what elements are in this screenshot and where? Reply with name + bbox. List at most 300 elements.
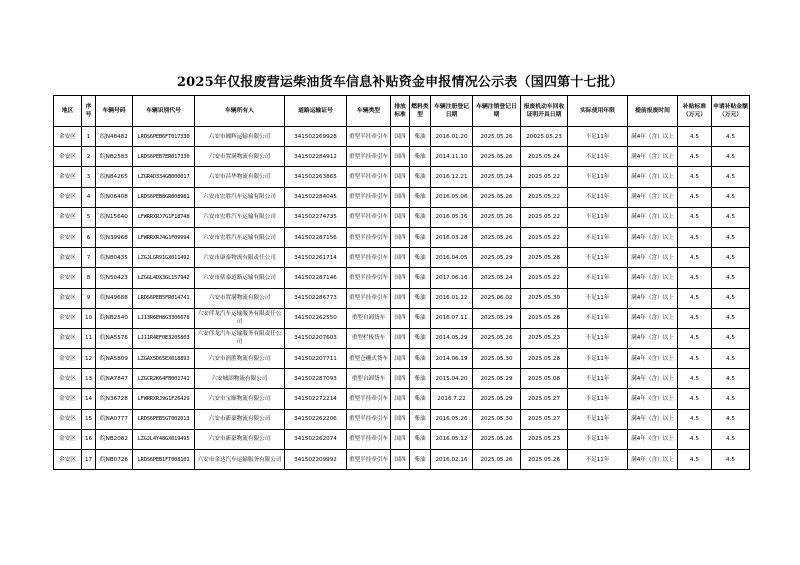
table-cell: 341502284045	[285, 187, 347, 207]
table-cell: 4.5	[712, 389, 750, 409]
table-cell: 2025.05.22	[521, 207, 568, 227]
table-cell: 满4年（含）以上	[628, 450, 678, 470]
table-cell: 9	[82, 288, 96, 308]
table-row	[54, 349, 750, 369]
table-cell: 金安区	[54, 207, 82, 227]
table-cell: 金安区	[54, 248, 82, 268]
column-header: 车辆号码	[96, 96, 133, 127]
table-cell: 6	[82, 227, 96, 247]
column-header: 实际使用年限	[568, 96, 628, 127]
table-cell: 341502262206	[285, 409, 347, 429]
table-cell: 2016.07.11	[431, 308, 473, 328]
table-cell: 不足11年	[568, 167, 628, 187]
table-cell: 341502287146	[285, 268, 347, 288]
table-cell: 不足11年	[568, 308, 628, 328]
table-cell: 2015.04.20	[431, 369, 473, 389]
table-cell: 2025.05.27	[521, 409, 568, 429]
table-cell: 皖N80435	[96, 248, 133, 268]
table-cell: 六安伴龙汽车运输服务有限责任公司	[195, 308, 285, 328]
table-cell: 341502261714	[285, 248, 347, 268]
column-header: 报废机动车回收证明开具日期	[521, 96, 568, 127]
table-cell: 国四	[391, 187, 410, 207]
table-row	[54, 328, 750, 348]
table-cell: 2025.05.24	[521, 147, 568, 167]
table-cell: 2025.06.02	[473, 288, 521, 308]
table-cell: 341502274735	[285, 207, 347, 227]
table-cell: 重型半挂牵引车	[347, 450, 391, 470]
table-cell: 13	[82, 369, 96, 389]
table-cell: 2025.05.22	[521, 167, 568, 187]
table-cell: 满4年（含）以上	[628, 389, 678, 409]
table-cell: 不足11年	[568, 369, 628, 389]
table-cell: 4.5	[712, 227, 750, 247]
table-cell: 六安市湘辉运输有限公司	[195, 127, 285, 147]
table-cell: 满4年（含）以上	[628, 288, 678, 308]
table-row	[54, 147, 750, 167]
table-cell: LZGGL4DX3GL157942	[133, 268, 195, 288]
table-cell: 2025.05.30	[473, 349, 521, 369]
table-cell: 不足11年	[568, 389, 628, 409]
table-cell: 4.5	[712, 167, 750, 187]
table-cell: 柴油	[410, 308, 431, 328]
table-cell: 4.5	[712, 349, 750, 369]
table-cell: 六安市昌华物流有限公司	[195, 167, 285, 187]
table-cell: 国四	[391, 409, 410, 429]
table-cell: 不足11年	[568, 147, 628, 167]
table-cell: 六安市新豪物流有限公司	[195, 429, 285, 449]
table-cell: 国四	[391, 268, 410, 288]
table-cell: 国四	[391, 167, 410, 187]
table-cell: 柴油	[410, 450, 431, 470]
table-cell: 柴油	[410, 369, 431, 389]
table-cell: 国四	[391, 127, 410, 147]
table-cell: 2014.06.19	[431, 349, 473, 369]
table-cell: 满4年（含）以上	[628, 127, 678, 147]
table-cell: 341502262550	[285, 308, 347, 328]
table-cell: 16	[82, 429, 96, 449]
table-cell: 柴油	[410, 187, 431, 207]
table-cell: 重型半挂牵引车	[347, 227, 391, 247]
table-cell: 20025.05.23	[521, 127, 568, 147]
table-cell: 国四	[391, 429, 410, 449]
table-cell: 金安区	[54, 227, 82, 247]
table-cell: 柴油	[410, 409, 431, 429]
table-cell: 1	[82, 127, 96, 147]
table-cell: 重型自卸货车	[347, 369, 391, 389]
table-cell: 皖NB2583	[96, 147, 133, 167]
table-cell: 4.5	[712, 409, 750, 429]
table-cell: 4.5	[712, 429, 750, 449]
table-cell: 14	[82, 389, 96, 409]
table-cell: 六安市金达汽车运输服务有限公司	[195, 450, 285, 470]
table-cell: LRDS6PEB1FT008101	[133, 450, 195, 470]
table-cell: 不足11年	[568, 450, 628, 470]
table-body	[54, 127, 750, 470]
table-cell: 满4年（含）以上	[628, 207, 678, 227]
table-cell: 皖N06408	[96, 187, 133, 207]
table-cell: 六安伴龙汽车运输服务有限责任公司	[195, 328, 285, 348]
table-cell: 国四	[391, 207, 410, 227]
table-cell: 满4年（含）以上	[628, 248, 678, 268]
table-cell: 2016.03.28	[431, 227, 473, 247]
column-header: 排放标准	[391, 96, 410, 127]
table-cell: 金安区	[54, 187, 82, 207]
table-cell: 4.5	[712, 187, 750, 207]
table-cell: 满4年（含）以上	[628, 147, 678, 167]
table-cell: LRDS6PEB5FR014741	[133, 288, 195, 308]
table-cell: 皖NB2082	[96, 429, 133, 449]
table-cell: 12	[82, 349, 96, 369]
table-cell: 2025.05.08	[521, 369, 568, 389]
table-cell: 不足11年	[568, 207, 628, 227]
table-cell: 2025.05.26	[473, 227, 521, 247]
table-cell: LZGCR2K64FB001741	[133, 369, 195, 389]
table-cell: 国四	[391, 227, 410, 247]
table-cell: 3	[82, 167, 96, 187]
table-cell: 国四	[391, 147, 410, 167]
table-cell: 2025.05.23	[521, 429, 568, 449]
table-cell: 2025.05.28	[521, 349, 568, 369]
table-cell: 国四	[391, 288, 410, 308]
table-cell: 国四	[391, 369, 410, 389]
table-cell: LFWRRXRJ7G1F18748	[133, 207, 195, 227]
table-cell: 2016.12.21	[431, 167, 473, 187]
table-cell: 4.5	[712, 328, 750, 348]
table-cell: 2025.05.28	[521, 248, 568, 268]
table-cell: LRDS6PEB6FT017330	[133, 127, 195, 147]
table-cell: 4.5	[712, 308, 750, 328]
table-cell: 2016.05.06	[431, 187, 473, 207]
table-cell: 不足11年	[568, 127, 628, 147]
table-cell: LRDS6PEB7ER017330	[133, 147, 195, 167]
table-cell: 2025.05.22	[521, 187, 568, 207]
table-cell: 11	[82, 328, 96, 348]
table-cell: 满4年（含）以上	[628, 308, 678, 328]
table-cell: 15	[82, 409, 96, 429]
table-cell: 2025.05.26	[473, 147, 521, 167]
table-cell: 皖NA5576	[96, 328, 133, 348]
table-cell: 2025.05.26	[473, 187, 521, 207]
table-cell: 2025.05.22	[521, 227, 568, 247]
table-cell: LZGAX5D65EX018893	[133, 349, 195, 369]
table-cell: 2	[82, 147, 96, 167]
table-row	[54, 248, 750, 268]
table-cell: 皖N50423	[96, 268, 133, 288]
page-title: 2025年仅报废营运柴油货车信息补贴资金申报情况公示表（国四第十七批）	[176, 75, 624, 90]
table-cell: 2025.05.30	[521, 288, 568, 308]
table-cell: 2025.05.29	[473, 308, 521, 328]
table-cell: 柴油	[410, 288, 431, 308]
table-cell: 重型自卸货车	[347, 308, 391, 328]
table-cell: 六安市新豪物流有限公司	[195, 409, 285, 429]
table-cell: 2016.05.12	[431, 429, 473, 449]
column-header: 序号	[82, 96, 96, 127]
table-cell: 金安区	[54, 288, 82, 308]
table-row	[54, 450, 750, 470]
table-cell: 4.5	[678, 349, 712, 369]
table-cell: 2025.05.26	[473, 429, 521, 449]
table-cell: 金安区	[54, 369, 82, 389]
table-cell: 4.5	[678, 227, 712, 247]
column-header: 车辆注册登记日期	[431, 96, 473, 127]
table-cell: 4.5	[712, 288, 750, 308]
table-cell: 4.5	[678, 288, 712, 308]
table-row	[54, 167, 750, 187]
table-cell: LRDS6PEB5GT002013	[133, 409, 195, 429]
table-cell: 4.5	[678, 409, 712, 429]
table-cell: 341502207603	[285, 328, 347, 348]
table-cell: 满4年（含）以上	[628, 369, 678, 389]
table-cell: 皖NB0726	[96, 450, 133, 470]
table-cell: 皖NA0777	[96, 409, 133, 429]
table-cell: 4.5	[678, 389, 712, 409]
table-cell: 六安市置满物流有限公司	[195, 147, 285, 167]
table-cell: 金安区	[54, 127, 82, 147]
column-header: 车辆所有人	[195, 96, 285, 127]
table-cell: 4.5	[712, 248, 750, 268]
column-header: 车辆识别代号	[133, 96, 195, 127]
table-cell: 4.5	[678, 429, 712, 449]
table-cell: 国四	[391, 450, 410, 470]
subsidy-table	[53, 95, 750, 470]
column-header: 地区	[54, 96, 82, 127]
table-row	[54, 409, 750, 429]
table-cell: 柴油	[410, 328, 431, 348]
table-cell: 不足11年	[568, 268, 628, 288]
table-cell: 2014.11.10	[431, 147, 473, 167]
table-cell: 重型半挂牵引车	[347, 409, 391, 429]
table-cell: 10	[82, 308, 96, 328]
column-header: 车辆类型	[347, 96, 391, 127]
table-cell: 金安区	[54, 268, 82, 288]
table-cell: 4.5	[712, 127, 750, 147]
table-row	[54, 429, 750, 449]
table-cell: 不足11年	[568, 227, 628, 247]
table-cell: 341502287156	[285, 227, 347, 247]
table-cell: 4.5	[678, 207, 712, 227]
table-cell: 重型半挂牵引车	[347, 389, 391, 409]
table-cell: 4.5	[678, 268, 712, 288]
table-cell: 341502284912	[285, 147, 347, 167]
table-row	[54, 369, 750, 389]
table-cell: 重型半挂牵引车	[347, 127, 391, 147]
table-cell: 2025.05.22	[521, 268, 568, 288]
table-cell: 柴油	[410, 268, 431, 288]
table-cell: 2016.02.16	[431, 450, 473, 470]
table-cell: 金安区	[54, 328, 82, 348]
table-cell: 皖NA7847	[96, 369, 133, 389]
table-cell: 皖N39968	[96, 227, 133, 247]
table-cell: 金安区	[54, 349, 82, 369]
table-cell: 4.5	[678, 147, 712, 167]
table-cell: 重型半挂牵引车	[347, 207, 391, 227]
table-cell: 2025.05.23	[521, 328, 568, 348]
table-cell: 满4年（含）以上	[628, 429, 678, 449]
table-cell: 2025.05.24	[473, 167, 521, 187]
table-cell: LJ11R4EF0E3205803	[133, 328, 195, 348]
table-cell: 4.5	[712, 369, 750, 389]
table-cell: 六安市宏胜汽车运输有限公司	[195, 207, 285, 227]
table-cell: 不足11年	[568, 248, 628, 268]
table-row	[54, 207, 750, 227]
table-cell: 六安市康泰物流有限责任公司	[195, 248, 285, 268]
table-cell: 六安市宏胜汽车运输有限公司	[195, 227, 285, 247]
table-cell: 皖N15640	[96, 207, 133, 227]
header-row	[54, 96, 750, 127]
table-cell: 341502286773	[285, 288, 347, 308]
table-cell: 7	[82, 248, 96, 268]
table-cell: 满4年（含）以上	[628, 167, 678, 187]
table-cell: 重型半挂牵引车	[347, 147, 391, 167]
table-cell: 重型半挂牵引车	[347, 288, 391, 308]
table-cell: 重型半挂牵引车	[347, 268, 391, 288]
table-cell: 重型栏板货车	[347, 328, 391, 348]
table-cell: 柴油	[410, 227, 431, 247]
table-cell: 4.5	[678, 187, 712, 207]
table-cell: 2025.05.26	[473, 328, 521, 348]
table-cell: 重型仓栅式货车	[347, 349, 391, 369]
table-cell: 金安区	[54, 450, 82, 470]
table-cell: 2025.05.26	[473, 207, 521, 227]
table-cell: 重型半挂牵引车	[347, 429, 391, 449]
table-cell: 满4年（含）以上	[628, 409, 678, 429]
table-cell: LZGJL4Y48GX019495	[133, 429, 195, 449]
table-cell: 柴油	[410, 349, 431, 369]
table-cell: 满4年（含）以上	[628, 349, 678, 369]
table-cell: 六安市宏胜汽车运输有限公司	[195, 187, 285, 207]
table-cell: LRDS6PEB8GR008981	[133, 187, 195, 207]
column-header: 申请补贴金额（万元）	[712, 96, 750, 127]
column-header: 道路运输证号	[285, 96, 347, 127]
table-row	[54, 308, 750, 328]
table-cell: 4.5	[712, 207, 750, 227]
table-cell: 重型半挂牵引车	[347, 167, 391, 187]
table-cell: 2025.05.30	[473, 409, 521, 429]
table-cell: 满4年（含）以上	[628, 328, 678, 348]
column-header: 燃料类型	[410, 96, 431, 127]
table-cell: 皖N84265	[96, 167, 133, 187]
table-cell: 5	[82, 207, 96, 227]
table-cell: 金安区	[54, 389, 82, 409]
table-cell: 2025.05.26	[521, 450, 568, 470]
table-cell: LJ13R6EH8G3306678	[133, 308, 195, 328]
table-cell: LFWRRXRJ9G1F26429	[133, 389, 195, 409]
table-cell: 重型半挂牵引车	[347, 187, 391, 207]
table-row	[54, 268, 750, 288]
table-cell: 国四	[391, 248, 410, 268]
table-cell: 柴油	[410, 248, 431, 268]
table-cell: 不足11年	[568, 187, 628, 207]
table-cell: 柴油	[410, 207, 431, 227]
table-cell: 2025.05.28	[521, 308, 568, 328]
table-cell: 8	[82, 268, 96, 288]
table-cell: 341502209992	[285, 450, 347, 470]
table-row	[54, 389, 750, 409]
table-cell: 满4年（含）以上	[628, 187, 678, 207]
table-cell: 2025.05.27	[521, 389, 568, 409]
table-cell: 国四	[391, 389, 410, 409]
table-cell: 4.5	[678, 248, 712, 268]
table-cell: 柴油	[410, 127, 431, 147]
table-cell: 满4年（含）以上	[628, 268, 678, 288]
table-header	[54, 96, 750, 127]
table-row	[54, 187, 750, 207]
table-cell: 341502269928	[285, 127, 347, 147]
table-cell: 国四	[391, 349, 410, 369]
column-header: 提前报废时间	[628, 96, 678, 127]
table-cell: 2025.05.29	[473, 389, 521, 409]
table-cell: 皖N49688	[96, 288, 133, 308]
table-cell: 341502272214	[285, 389, 347, 409]
table-cell: LZGJLGR91GX011492	[133, 248, 195, 268]
table-cell: 341502207711	[285, 349, 347, 369]
table-cell: 柴油	[410, 167, 431, 187]
table-cell: 2025.05.26	[473, 127, 521, 147]
column-header: 补贴标准（万元）	[678, 96, 712, 127]
table-cell: 不足11年	[568, 409, 628, 429]
table-cell: 柴油	[410, 429, 431, 449]
table-cell: LZGR4D334GB000017	[133, 167, 195, 187]
table-cell: 2025.05.24	[473, 268, 521, 288]
table-cell: 六安市润胜物流有限公司	[195, 349, 285, 369]
table-cell: 4.5	[678, 308, 712, 328]
table-cell: 4.5	[678, 167, 712, 187]
table-cell: 重型半挂牵引车	[347, 248, 391, 268]
table-cell: LFWRRXRJ4G1F09994	[133, 227, 195, 247]
table-cell: 六安市宝顺物流有限公司	[195, 389, 285, 409]
table-cell: 皖NA5809	[96, 349, 133, 369]
table-cell: 2017.06.16	[431, 268, 473, 288]
table-cell: 皖NB2540	[96, 308, 133, 328]
table-cell: 4.5	[712, 450, 750, 470]
table-cell: 不足11年	[568, 429, 628, 449]
table-cell: 2016.01.12	[431, 288, 473, 308]
table-cell: 4.5	[712, 268, 750, 288]
table-cell: 金安区	[54, 429, 82, 449]
table-cell: 17	[82, 450, 96, 470]
table-cell: 六安市置满物流有限公司	[195, 288, 285, 308]
table-cell: 皖N48482	[96, 127, 133, 147]
table-cell: 2025.05.26	[473, 450, 521, 470]
table-cell: 柴油	[410, 147, 431, 167]
table-cell: 4	[82, 187, 96, 207]
table-cell: 不足11年	[568, 288, 628, 308]
table-row	[54, 288, 750, 308]
table-cell: 国四	[391, 308, 410, 328]
table-cell: 2016.05.16	[431, 207, 473, 227]
table-cell: 柴油	[410, 389, 431, 409]
table-row	[54, 127, 750, 147]
table-cell: 满4年（含）以上	[628, 227, 678, 247]
table-cell: 不足11年	[568, 349, 628, 369]
table-cell: 金安区	[54, 147, 82, 167]
table-cell: 2016.04.05	[431, 248, 473, 268]
table-cell: 4.5	[678, 328, 712, 348]
table-cell: 2016.01.20	[431, 127, 473, 147]
table-cell: 皖N36728	[96, 389, 133, 409]
table-cell: 金安区	[54, 308, 82, 328]
table-cell: 4.5	[678, 369, 712, 389]
table-cell: 金安区	[54, 409, 82, 429]
table-cell: 2016.7.22	[431, 389, 473, 409]
table-cell: 341502263865	[285, 167, 347, 187]
table-cell: 341502287093	[285, 369, 347, 389]
column-header: 车辆注销登记日期	[473, 96, 521, 127]
table-cell: 4.5	[712, 147, 750, 167]
table-cell: 金安区	[54, 167, 82, 187]
table-cell: 2025.05.29	[473, 248, 521, 268]
table-cell: 341502262074	[285, 429, 347, 449]
